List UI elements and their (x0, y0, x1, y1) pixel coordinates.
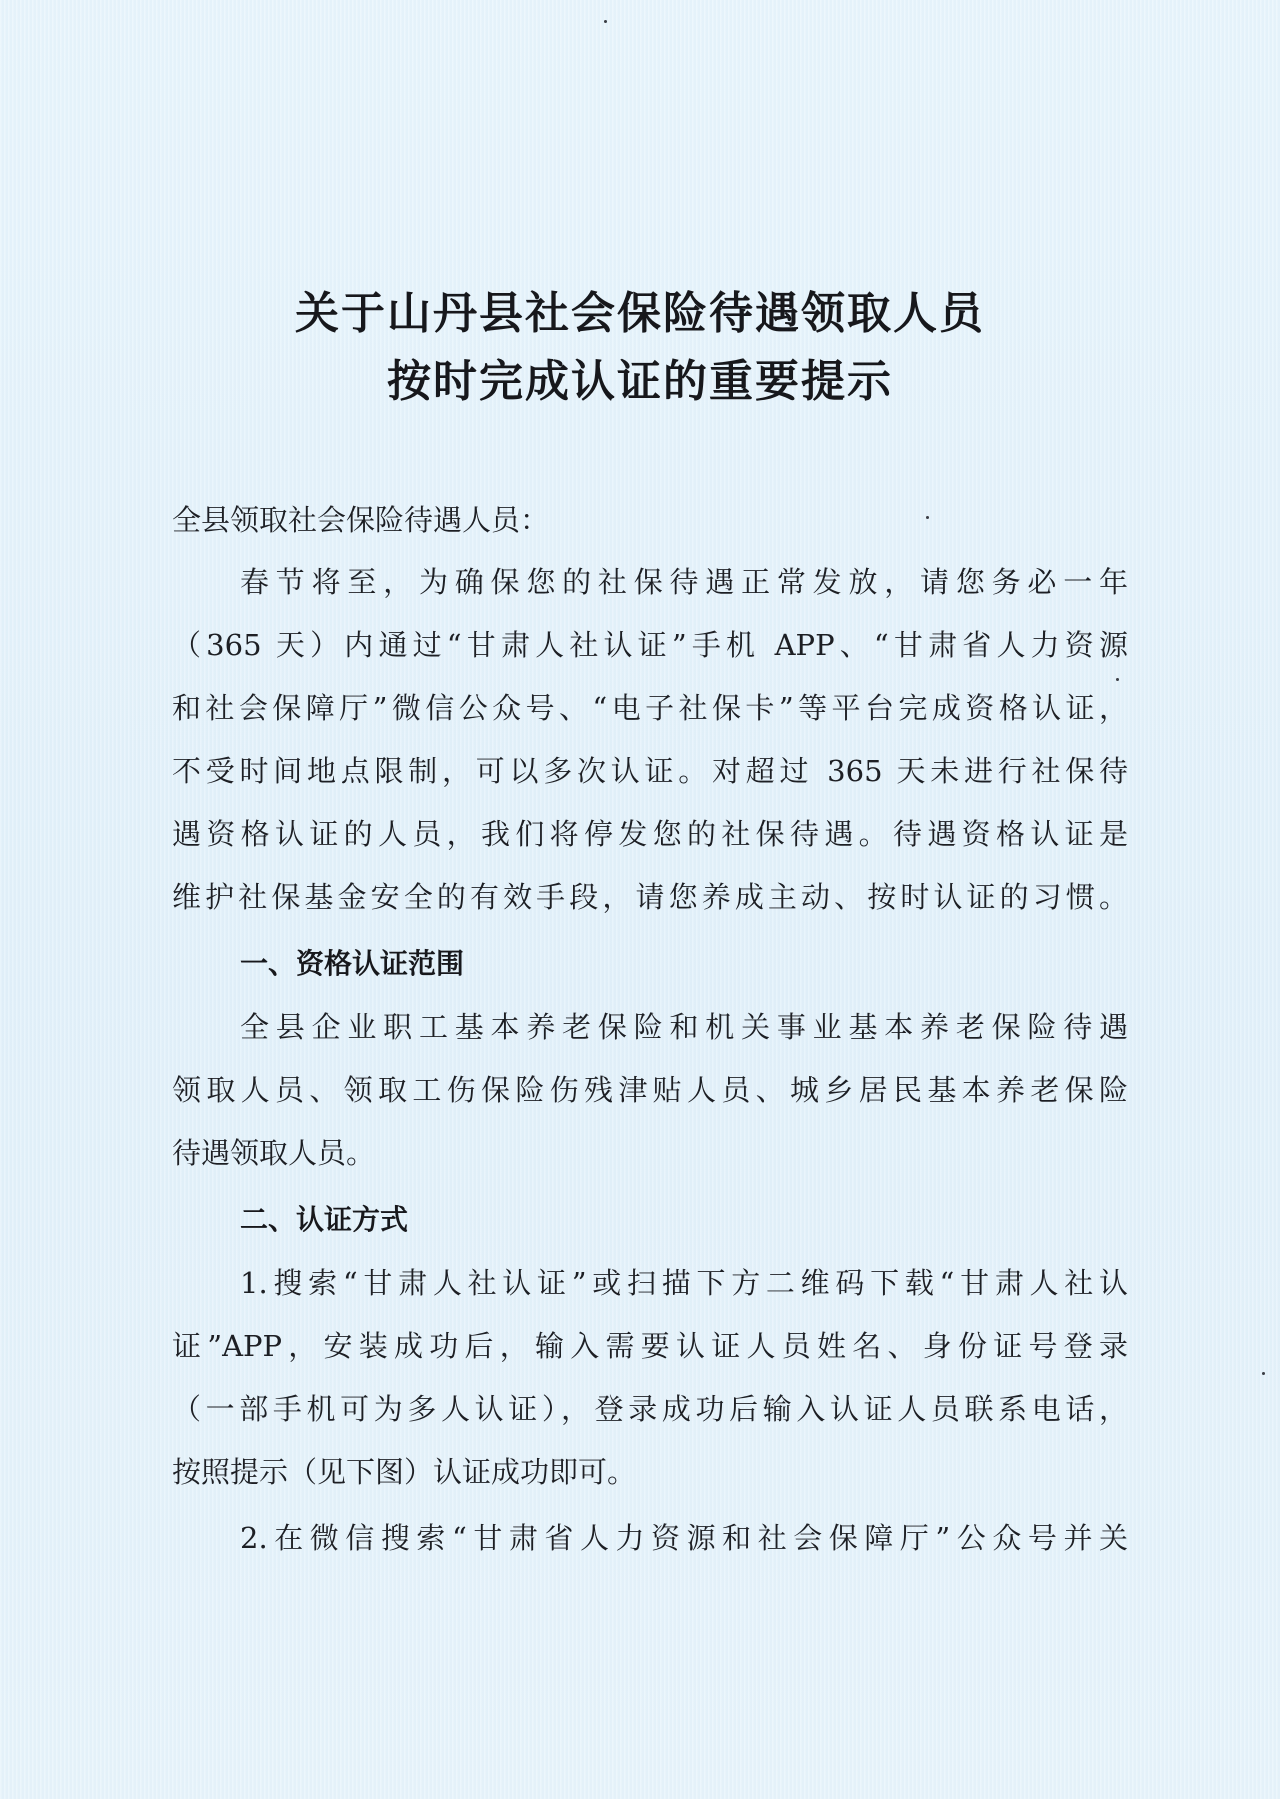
section-1-line: 领取人员、领取工伤保险伤残津贴人员、城乡居民基本养老保险 (172, 1073, 1128, 1107)
section-1-line: 待遇领取人员。 (172, 1136, 376, 1170)
scan-speck (1116, 678, 1119, 681)
section-2-item-1-line: 证”APP，安装成功后，输入需要认证人员姓名、身份证号登录 (172, 1329, 1128, 1363)
section-2-item-2-line: 2.在微信搜索“甘肃省人力资源和社会保障厅”公众号并关 (240, 1521, 1128, 1555)
intro-line: （365 天）内通过“甘肃人社认证”手机 APP、“甘肃省人力资源 (172, 628, 1128, 662)
scan-speck (604, 20, 607, 23)
intro-line: 遇资格认证的人员，我们将停发您的社保待遇。待遇资格认证是 (172, 817, 1128, 851)
intro-line: 不受时间地点限制，可以多次认证。对超过 365 天未进行社保待 (172, 754, 1128, 788)
intro-line: 维护社保基金安全的有效手段，请您养成主动、按时认证的习惯。 (172, 880, 1128, 914)
scan-speck (926, 516, 929, 519)
document-title-line-1: 关于山丹县社会保险待遇领取人员 (295, 288, 985, 339)
section-2-item-1-line: （一部手机可为多人认证），登录成功后输入认证人员联系电话， (172, 1392, 1128, 1426)
intro-line: 和社会保障厅”微信公众号、“电子社保卡”等平台完成资格认证， (172, 691, 1128, 725)
section-2-heading: 二、认证方式 (240, 1203, 409, 1236)
section-2-item-1-line: 1.搜索“甘肃人社认证”或扫描下方二维码下载“甘肃人社认 (240, 1266, 1128, 1300)
document-title-line-2: 按时完成认证的重要提示 (387, 356, 893, 407)
scan-speck (1262, 1372, 1265, 1375)
section-2-item-1-line: 按照提示（见下图）认证成功即可。 (172, 1455, 637, 1489)
intro-line: 春节将至，为确保您的社保待遇正常发放，请您务必一年 (240, 565, 1128, 599)
salutation: 全县领取社会保险待遇人员： (172, 503, 550, 537)
section-1-line: 全县企业职工基本养老保险和机关事业基本养老保险待遇 (240, 1010, 1128, 1044)
section-1-heading: 一、资格认证范围 (240, 947, 465, 980)
